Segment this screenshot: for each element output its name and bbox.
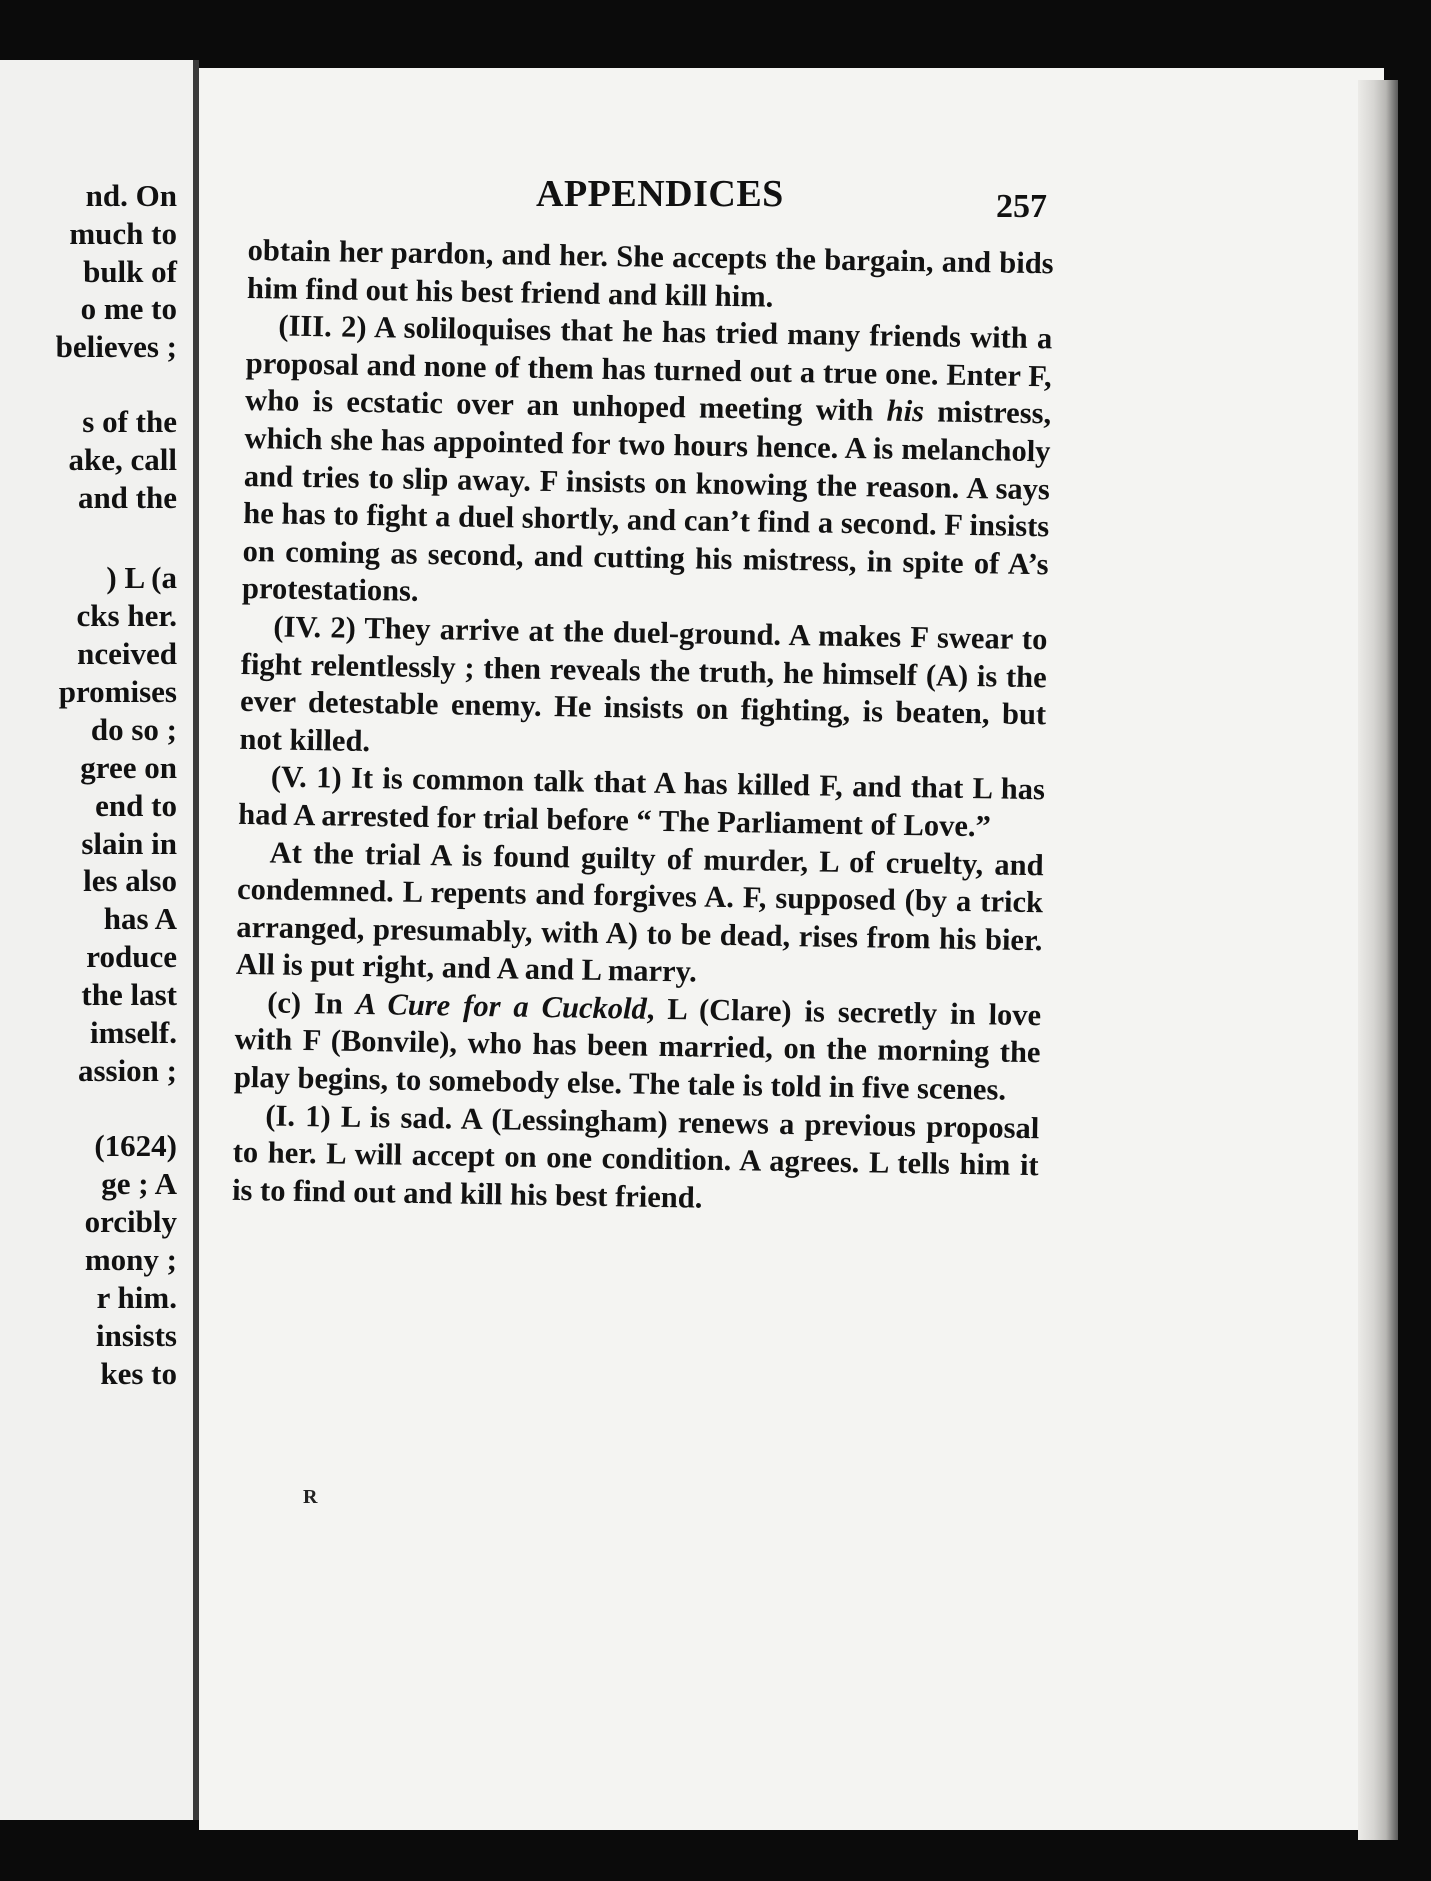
running-header: APPENDICES (536, 173, 784, 215)
facing-page-line: nceived (77, 636, 177, 671)
facing-page-line: and the (77, 480, 177, 515)
paragraph: (IV. 2) They arrive at the duel-ground. A makes F swear to fight relentlessly ; then reveals the truth, he himself (A) is the ever detestable enemy. He insists on fighting, is beaten, but not killed. (239, 609, 1048, 758)
facing-page-line: cks her. (76, 598, 177, 633)
facing-page-line: assion ; (77, 1053, 177, 1088)
paragraph: obtain her pardon, and her. She accepts the bargain, and bids him find out his best friend and kill him. (246, 232, 1054, 314)
facing-page-line: bulk of (83, 254, 177, 289)
page-body (232, 232, 1054, 1223)
facing-page-line: believes ; (55, 329, 177, 364)
facing-page-line: o me to (80, 291, 177, 326)
paragraph: (I. 1) L is sad. A (Lessingham) renews a previous proposal to her. L will accept on one condition. A agrees. L tells him it is to find out and kill his best friend. (231, 1098, 1040, 1215)
facing-page-line: end to (95, 788, 177, 823)
facing-page-line: the last (81, 977, 177, 1012)
facing-page-line: nd. On (85, 178, 177, 213)
facing-page-line: slain in (81, 826, 177, 861)
facing-page-line: mony ; (84, 1242, 177, 1277)
facing-page-line: insists (96, 1318, 177, 1353)
facing-page-line: r him. (96, 1280, 177, 1315)
facing-page-line: imself. (90, 1015, 177, 1050)
paragraph: At the trial A is found guilty of murder, L of cruelty, and condemned. L repents and forgives A. F, supposed (by a trick arranged, presumably, with A) to be dead, rises from his bier. All is put right, and A and L marry. (235, 834, 1044, 989)
facing-page-line: ake, call (68, 442, 177, 477)
paragraph: (c) In A Cure for a Cuckold, L (Clare) is secretly in love with F (Bonvile), who has been married, on the morning the play begins, to somebody else. The tale is told in five scenes. (233, 985, 1042, 1107)
facing-page-line: promises (58, 674, 177, 709)
printer-signature: R (303, 1486, 318, 1508)
facing-page-line: gree on (80, 750, 177, 785)
facing-page-fragment (0, 60, 196, 1820)
page-number: 257 (996, 188, 1047, 225)
paragraph: (III. 2) A soliloquises that he has tried many friends with a proposal and none of them has turned out a true one. Enter F, who is ecstatic over an unhoped meeting with his mistress, which she has appointed for two hours hence. A is melancholy and tries to slip away. F insists on knowing the reason. A says he has to fight a duel shortly, and can’t find a second. F insists on coming as second, and cutting his mistress, in spite of A’s protestations. (241, 308, 1053, 609)
facing-page-line: much to (69, 216, 177, 251)
facing-page-line: kes to (100, 1356, 177, 1391)
facing-page-line: les also (83, 863, 177, 898)
facing-page-line: roduce (86, 939, 177, 974)
facing-page-line: do so ; (90, 712, 177, 747)
paragraph: (V. 1) It is common talk that A has killed F, and that L has had A arrested for trial before “ The Parliament of Love.” (238, 759, 1046, 844)
page-edge (1358, 80, 1398, 1840)
facing-page-line: ) L (a (106, 560, 177, 595)
facing-page-line: ge ; A (101, 1166, 177, 1201)
facing-page-line: has A (103, 901, 177, 936)
facing-page-line: (1624) (94, 1128, 177, 1163)
facing-page-line: orcibly (84, 1204, 177, 1239)
facing-page-line: s of the (82, 404, 177, 439)
